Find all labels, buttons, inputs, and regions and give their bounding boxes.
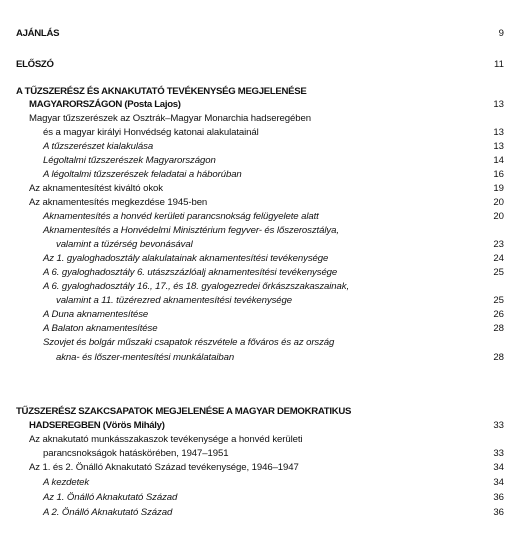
toc-subsection[interactable] [0, 322, 530, 335]
toc-part1-title-line2[interactable] [0, 98, 530, 111]
toc-subsection-title: A Duna aknamentesítése [43, 309, 149, 320]
toc-part-title-line2: HADSEREGBEN (Vörös Mihály) [29, 420, 165, 431]
toc-subsection-continued[interactable] [0, 294, 530, 307]
toc-page-number: 26 [493, 309, 504, 320]
toc-subsection-title: Légoltalmi tűzszerészek Magyarországon [43, 155, 216, 166]
toc-subsection[interactable] [0, 280, 530, 293]
toc-section-title: parancsnokságok hatáskörében, 1947–1951 [43, 448, 229, 459]
toc-section-title: Az aknakutató munkásszakaszok tevékenysége a honvéd kerületi [29, 434, 303, 445]
toc-entry-eloszo[interactable] [0, 58, 530, 71]
toc-section[interactable] [0, 433, 530, 446]
toc-subsection-continued[interactable] [0, 238, 530, 251]
toc-page-number: 33 [493, 420, 504, 431]
toc-subsection-continued[interactable] [0, 351, 530, 364]
toc-page-number: 20 [493, 197, 504, 208]
toc-subsection[interactable] [0, 224, 530, 237]
toc-section-title: Magyar tűzszerészek az Osztrák–Magyar Monarchia hadseregében [29, 113, 311, 124]
toc-subsection[interactable] [0, 210, 530, 223]
toc-section[interactable] [0, 182, 530, 195]
toc-part2-title-line2[interactable] [0, 419, 530, 432]
toc-subsection[interactable] [0, 154, 530, 167]
toc-subsection[interactable] [0, 252, 530, 265]
toc-subsection[interactable] [0, 506, 530, 519]
toc-subsection-title: A légoltalmi tűzszerészek feladatai a háborúban [43, 169, 242, 180]
toc-page-number: 16 [493, 169, 504, 180]
toc-subsection-title: Aknamentesítés a Honvédelmi Minisztérium fegyver- és lőszerosztálya, [43, 225, 339, 236]
toc-part1-title[interactable] [0, 85, 530, 98]
toc-subsection-title: akna- és lőszer-mentesítési munkálataiban [56, 352, 235, 363]
toc-page-number: 33 [493, 448, 504, 459]
toc-section-continued[interactable] [0, 126, 530, 139]
toc-part-title-line2: MAGYARORSZÁGON (Posta Lajos) [29, 99, 181, 110]
toc-subsection[interactable] [0, 491, 530, 504]
toc-section-continued[interactable] [0, 447, 530, 460]
toc-subsection-title: A Balaton aknamentesítése [43, 323, 158, 334]
toc-page-number: 13 [493, 99, 504, 110]
toc-part-title-line1: TŰZSZERÉSZ SZAKCSAPATOK MEGJELENÉSE A MAGYAR DEMOKRATIKUS [16, 406, 352, 417]
toc-part2-title[interactable] [0, 405, 530, 418]
toc-section[interactable] [0, 461, 530, 474]
toc-subsection-title: A 6. gyaloghadosztály 6. utászszázlóalj aknamentesítési tevékenysége [43, 267, 338, 278]
toc-section-title: Az 1. és 2. Önálló Aknakutató Század tevékenysége, 1946–1947 [29, 462, 299, 473]
toc-subsection[interactable] [0, 336, 530, 349]
toc-page-number: 36 [493, 492, 504, 503]
toc-entry-title: AJÁNLÁS [16, 28, 60, 39]
toc-section[interactable] [0, 112, 530, 125]
toc-page-number: 25 [493, 267, 504, 278]
toc-subsection[interactable] [0, 308, 530, 321]
toc-section-title: Az aknamentesítés megkezdése 1945-ben [29, 197, 208, 208]
toc-subsection-title: A 2. Önálló Aknakutató Század [43, 507, 173, 518]
toc-page-number: 14 [493, 155, 504, 166]
toc-subsection-title: Szovjet és bolgár műszaki csapatok részvétele a főváros és az ország [43, 337, 335, 348]
toc-section-title: és a magyar királyi Honvédség katonai alakulatainál [43, 127, 259, 138]
toc-subsection[interactable] [0, 168, 530, 181]
toc-entry-ajanlas[interactable] [0, 27, 530, 40]
toc-page-number: 34 [493, 477, 504, 488]
toc-subsection-title: A kezdetek [43, 477, 90, 488]
toc-subsection-title: A tűzszerészet kialakulása [43, 141, 154, 152]
toc-page-number: 11 [494, 59, 504, 70]
toc-section[interactable] [0, 196, 530, 209]
toc-subsection-title: Aknamentesítés a honvéd kerületi parancsnokság felügyelete alatt [43, 211, 319, 222]
toc-page-number: 25 [493, 295, 504, 306]
toc-subsection[interactable] [0, 140, 530, 153]
toc-part-title-line1: A TŰZSZERÉSZ ÉS AKNAKUTATÓ TEVÉKENYSÉG MEGJELENÉSE [16, 86, 307, 97]
toc-page-number: 23 [493, 239, 504, 250]
toc-page-number: 36 [493, 507, 504, 518]
toc-page-number: 28 [493, 352, 504, 363]
toc-page-number: 24 [493, 253, 504, 264]
toc-subsection[interactable] [0, 476, 530, 489]
toc-page-number: 28 [493, 323, 504, 334]
toc-page-number: 13 [493, 127, 504, 138]
toc-subsection-title: valamint a tüzérség bevonásával [56, 239, 193, 250]
toc-subsection-title: Az 1. gyaloghadosztály alakulatainak aknamentesítési tevékenysége [43, 253, 329, 264]
toc-page-number: 13 [493, 141, 504, 152]
toc-subsection-title: Az 1. Önálló Aknakutató Század [43, 492, 178, 503]
toc-page-number: 34 [493, 462, 504, 473]
toc-subsection[interactable] [0, 266, 530, 279]
toc-page-number: 19 [493, 183, 504, 194]
toc-subsection-title: A 6. gyaloghadosztály 16., 17., és 18. gyalogezredei őrkászszakaszainak, [43, 281, 350, 292]
toc-page-number: 9 [498, 28, 504, 39]
toc-section-title: Az aknamentesítést kiváltó okok [29, 183, 163, 194]
toc-page-number: 20 [493, 211, 504, 222]
toc-subsection-title: valamint a 11. tüzérezred aknamentesítési tevékenysége [56, 295, 292, 306]
toc-entry-title: ELŐSZÓ [16, 59, 54, 70]
